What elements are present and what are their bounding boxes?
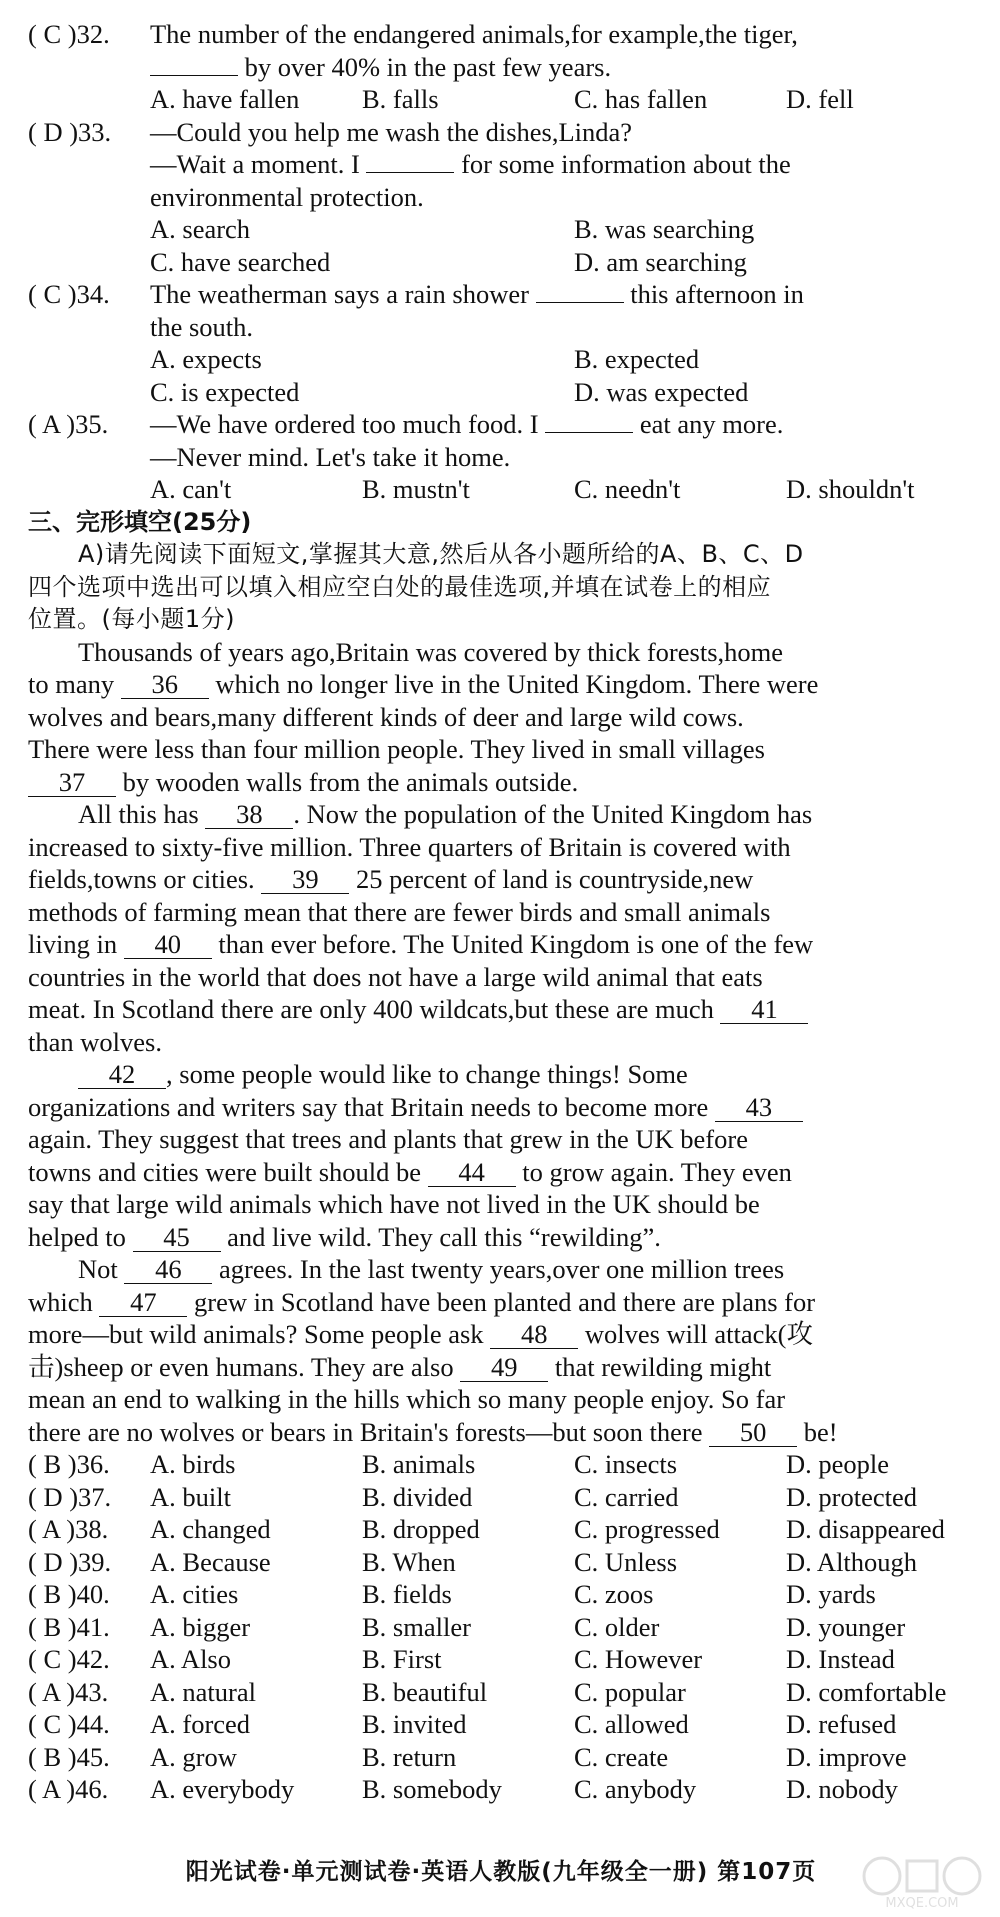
question-33: ( D )33. —Could you help me wash the dishes,Linda? (28, 116, 633, 147)
passage-line: than wolves. (28, 1026, 162, 1057)
question-35: ( A )35. —We have ordered too much food. I eat any more. (28, 409, 784, 439)
passage-line: All this has 38 . Now the population of the United Kingdom has (78, 799, 813, 829)
blank-46: 46 (124, 1255, 212, 1284)
page-footer: 阳光试卷·单元测试卷·英语人教版(九年级全一册) 第107页 (185, 1859, 817, 1885)
passage-line: to many 36 which no longer live in the United Kingdom. There were (28, 669, 819, 699)
option-b: B. expected (574, 344, 700, 374)
blank-47: 47 (99, 1288, 187, 1317)
passage-line: helped to 45 and live wild. They call this “rewilding”. (28, 1221, 661, 1252)
passage-line: again. They suggest that trees and plants that grew in the UK before (28, 1124, 748, 1154)
section-heading: 三、完形填空(25分) (28, 507, 252, 536)
question-34-options-1 (28, 343, 974, 376)
question-33-options-1 (28, 213, 974, 246)
passage-line: meat. In Scotland there are only 400 wildcats,but these are much 41 (28, 993, 974, 1026)
passage-line: Not 46 agrees. In the last twenty years,over one million trees (78, 1254, 785, 1284)
answer-blank (150, 75, 238, 76)
passage-line: which 47 grew in Scotland have been planted and there are plans for (28, 1286, 816, 1317)
option-a: A. can't (150, 474, 232, 504)
blank-38: 38 (205, 800, 293, 829)
passage-line: there are no wolves or bears in Britain's forests—but soon there 50 be! (28, 1416, 838, 1447)
option-c: C. has fallen (574, 84, 708, 114)
question-32-line2: by over 40% in the past few years. (28, 51, 974, 84)
blank-50: 50 (709, 1418, 797, 1447)
passage-line: countries in the world that does not have a large wild animal that eats (28, 961, 763, 992)
answer-label: ( D )33. (28, 116, 112, 147)
watermark-text: MXQE.COM (885, 1896, 959, 1911)
passage-line: fields,towns or cities. 39 25 percent of land is countryside,new (28, 864, 754, 894)
option-b: B. falls (362, 84, 439, 114)
question-33-line2: —Wait a moment. I for some information about the (150, 149, 791, 179)
cloze-option-row: ( B )36. A. birds B. animals C. insects D. people (28, 1449, 890, 1479)
option-c: C. needn't (574, 474, 681, 504)
option-a: A. expects (150, 344, 262, 374)
cloze-option-row: ( C )44. A. forced B. invited C. allowed D. refused (28, 1709, 897, 1739)
passage-line: mean an end to walking in the hills which so many people enjoy. So far (28, 1384, 786, 1414)
question-35-line2: —Never mind. Let's take it home. (150, 441, 511, 472)
option-c: C. have searched (150, 246, 331, 277)
passage-line: 42 , some people would like to change things! Some (28, 1058, 974, 1091)
passage-line: more—but wild animals? Some people ask 48 wolves will attack(攻 (28, 1319, 813, 1349)
passage-line: increased to sixty-five million. Three quarters of Britain is covered with (28, 831, 791, 862)
section-instructions-1: A)请先阅读下面短文,掌握其大意,然后从各小题所给的A、B、C、D (78, 540, 804, 568)
passage-line: towns and cities were built should be 44 to grow again. They even (28, 1156, 792, 1187)
question-34-line2: the south. (150, 311, 254, 342)
blank-45: 45 (133, 1223, 221, 1252)
blank-48: 48 (490, 1320, 578, 1349)
question-32 (28, 18, 974, 51)
question-35-options (28, 473, 974, 506)
cloze-passage (28, 636, 974, 1449)
question-32-options (28, 83, 974, 116)
passage-line: methods of farming mean that there are fewer birds and small animals (28, 896, 771, 927)
answer-label: ( C )32. (28, 19, 110, 49)
option-d: D. am searching (574, 246, 747, 277)
blank-49: 49 (460, 1353, 548, 1382)
passage-line: 击)sheep or even humans. They are also 49 that rewilding might (28, 1351, 772, 1382)
answer-label: ( C )34. (28, 279, 110, 309)
blank-36: 36 (121, 670, 209, 699)
blank-41: 41 (720, 995, 808, 1024)
cloze-option-row: ( C )42. A. Also B. First C. However D. Instead (28, 1644, 895, 1674)
blank-39: 39 (261, 865, 349, 894)
option-b: B. was searching (574, 214, 755, 244)
cloze-options (28, 1448, 974, 1806)
cloze-option-row: ( B )40. A. cities B. fields C. zoos D. yards (28, 1579, 876, 1609)
question-33-line3: environmental protection. (150, 181, 424, 212)
passage-line: Thousands of years ago,Britain was covered by thick forests,home (78, 636, 784, 667)
question-33-options-2 (28, 246, 974, 279)
option-b: B. mustn't (362, 474, 470, 504)
option-a: A. search (150, 214, 251, 244)
cloze-option-row: ( B )45. A. grow B. return C. create D. improve (28, 1741, 907, 1772)
answer-blank (545, 432, 633, 433)
answer-blank (366, 172, 454, 173)
blank-40: 40 (124, 930, 212, 959)
cloze-option-row: ( A )38. A. changed B. dropped C. progressed D. disappeared (28, 1514, 945, 1544)
cloze-option-row: ( B )41. A. bigger B. smaller C. older D. younger (28, 1611, 906, 1642)
passage-line: living in 40 than ever before. The United Kingdom is one of the few (28, 929, 814, 959)
cloze-option-row: ( D )37. A. built B. divided C. carried D. protected (28, 1481, 917, 1512)
cloze-option-row: ( D )39. A. Because B. When C. Unless D. Although (28, 1546, 918, 1577)
blank-42: 42 (78, 1060, 166, 1089)
passage-line: say that large wild animals which have not lived in the UK should be (28, 1189, 760, 1219)
question-text: The number of the endangered animals,for example,the tiger, (150, 19, 798, 49)
option-c: C. is expected (150, 376, 300, 407)
question-34-options-2 (28, 376, 974, 409)
passage-line: organizations and writers say that Britain needs to become more 43 (28, 1091, 974, 1124)
section-instructions-3: 位置。(每小题1分) (28, 605, 235, 633)
worksheet-page (28, 18, 974, 1806)
answer-blank (536, 302, 624, 303)
cloze-option-row: ( A )43. A. natural B. beautiful C. popular D. comfortable (28, 1676, 947, 1707)
option-d: D. fell (786, 84, 854, 114)
blank-37: 37 (28, 768, 116, 797)
answer-label: ( A )35. (28, 409, 109, 439)
section-instructions-2: 四个选项中选出可以填入相应空白处的最佳选项,并填在试卷上的相应 (28, 572, 772, 601)
passage-line: 37 by wooden walls from the animals outside. (28, 766, 974, 799)
blank-43: 43 (715, 1093, 803, 1122)
passage-line: There were less than four million people. They lived in small villages (28, 734, 765, 764)
passage-line: wolves and bears,many different kinds of deer and large wild cows. (28, 701, 744, 732)
option-d: D. was expected (574, 376, 749, 407)
blank-44: 44 (428, 1158, 516, 1187)
cloze-option-row: ( A )46. A. everybody B. somebody C. anybody D. nobody (28, 1774, 898, 1804)
option-d: D. shouldn't (786, 474, 915, 504)
question-34: ( C )34. The weatherman says a rain shower this afternoon in (28, 279, 804, 309)
option-a: A. have fallen (150, 84, 300, 114)
watermark-logo (852, 1851, 992, 1911)
